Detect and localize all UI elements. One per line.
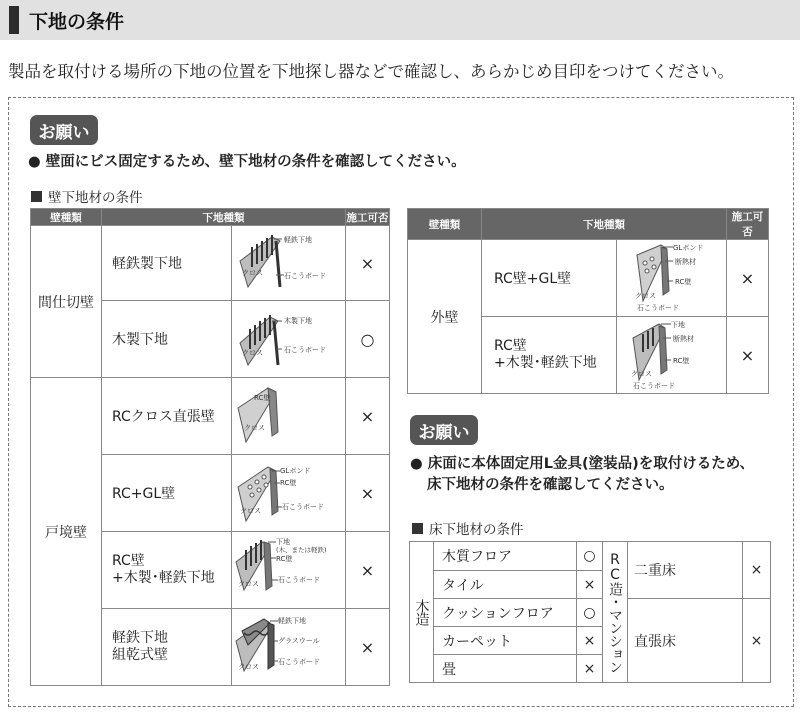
label: グラスウール [278, 637, 320, 645]
table-row [408, 240, 769, 317]
install-mark: × [346, 226, 390, 301]
wall-table-right [407, 208, 769, 394]
label: 軽鉄下地 [278, 617, 306, 625]
install-mark: ○ [577, 542, 603, 571]
group-wood: 木造 [410, 542, 434, 683]
table-row [410, 542, 771, 571]
install-mark: × [346, 455, 390, 532]
floor-name: カーペット [434, 627, 577, 655]
row-name [102, 609, 232, 686]
label: (木、または軽鉄) [276, 546, 327, 554]
label: 石こうボード [284, 346, 326, 354]
col-install-ok: 施工可否 [727, 209, 769, 240]
illustration-rc-wood-steel [232, 532, 346, 609]
label: 木製下地 [284, 317, 312, 325]
group-partition: 間仕切壁 [31, 226, 102, 378]
install-mark: × [346, 532, 390, 609]
label: GLボンド [280, 467, 311, 475]
install-mark: ○ [346, 301, 390, 378]
label: GLボンド [673, 244, 704, 252]
illustration-wood [232, 301, 346, 378]
row-name: RCクロス直張壁 [102, 378, 232, 455]
group-outer: 外壁 [408, 240, 482, 394]
label: RC壁 [673, 357, 690, 365]
label: RC壁 [276, 555, 293, 563]
row-name: 軽鉄製下地 [102, 226, 232, 301]
table-row [31, 378, 390, 455]
label: RC壁 [280, 479, 297, 487]
label: クロス [242, 349, 263, 357]
install-mark: × [577, 627, 603, 655]
wall-caption [31, 186, 143, 206]
square-bullet-icon [31, 191, 42, 202]
label: 軽鉄下地 [284, 236, 312, 244]
install-mark: × [727, 240, 769, 317]
col-install-ok: 施工可否 [346, 209, 390, 226]
col-base-type: 下地種類 [482, 209, 727, 240]
row-name: 木製下地 [102, 301, 232, 378]
label: 断熱材 [673, 335, 694, 343]
wall-request-badge: お願い [30, 115, 98, 145]
col-base-type: 下地種類 [102, 209, 346, 226]
illustration-dry-wall [232, 609, 346, 686]
floor-name: 畳 [434, 655, 577, 683]
row-name [102, 532, 232, 609]
install-mark: × [346, 609, 390, 686]
label: 石こうボード [278, 658, 320, 666]
table-row [31, 226, 390, 301]
row-name: RC+GL壁 [102, 455, 232, 532]
label: 下地 [276, 538, 290, 546]
install-mark: × [577, 571, 603, 599]
label: RC壁 [254, 394, 271, 402]
group-rc: RC造・マンション [603, 542, 628, 683]
label: クロス [635, 292, 656, 300]
row-name-line1: RC壁 [112, 553, 145, 569]
col-wall-type: 壁種類 [408, 209, 482, 240]
floor-request-badge: お願い [410, 415, 478, 445]
label: クロス [240, 507, 261, 515]
label: 石こうボード [633, 382, 675, 390]
row-name: RC壁+GL壁 [482, 240, 617, 317]
row-name-line1: 軽鉄下地 [112, 630, 168, 646]
label: クロス [238, 580, 259, 588]
wall-table-left [30, 208, 390, 686]
col-wall-type: 壁種類 [31, 209, 102, 226]
label: クロス [242, 269, 263, 277]
floor-table [409, 541, 771, 683]
wall-caption-text: 壁下地材の条件 [48, 190, 143, 206]
row-name-line1: RC壁 [494, 338, 527, 354]
install-mark: × [743, 599, 771, 683]
install-mark: ○ [577, 599, 603, 627]
row-name [482, 317, 617, 394]
wall-bullet: ● 壁面にビス固定するため、壁下地材の条件を確認してください。 [28, 154, 466, 170]
page-title: 下地の条件 [29, 10, 125, 33]
floor-name: クッションフロア [434, 599, 577, 627]
row-name-line2: +木製･軽鉄下地 [112, 570, 215, 586]
floor-bullet-line1: ● 床面に本体固定用L金具(塗装品)を取付けるため、 [410, 456, 755, 472]
floor-name: 木質フロア [434, 542, 577, 571]
table-row [410, 599, 771, 627]
header-bar [9, 6, 19, 34]
install-mark: × [577, 655, 603, 683]
illustration-outer-rc-wood [617, 317, 727, 394]
illustration-rc-gl [232, 455, 346, 532]
label: クロス [631, 370, 652, 378]
label: 石こうボード [282, 503, 324, 511]
floor-name: 直張床 [628, 599, 743, 683]
floor-bullet-line2: 床下地材の条件を確認してください。 [427, 477, 674, 493]
label: クロス [238, 663, 259, 671]
install-mark: × [346, 378, 390, 455]
illustration-outer-rc-gl [617, 240, 727, 317]
label: 石こうボード [284, 272, 326, 280]
row-name-line2: +木製･軽鉄下地 [494, 355, 597, 371]
section-header [0, 0, 800, 40]
label: 石こうボード [278, 576, 320, 584]
illustration-rc-cloth [232, 378, 346, 455]
group-boundary: 戸境壁 [31, 378, 102, 686]
label: クロス [244, 424, 265, 432]
label: 石こうボード [637, 304, 679, 312]
illustration-light-steel [232, 226, 346, 301]
label: 断熱材 [675, 258, 696, 266]
row-name-line2: 組乾式壁 [112, 647, 168, 663]
floor-caption-text: 床下地材の条件 [429, 522, 524, 538]
floor-caption [412, 518, 524, 538]
install-mark: × [727, 317, 769, 394]
label: 下地 [671, 321, 685, 329]
label: RC壁 [675, 278, 692, 286]
install-mark: × [743, 542, 771, 599]
floor-name: タイル [434, 571, 577, 599]
floor-name: 二重床 [628, 542, 743, 599]
square-bullet-icon [412, 523, 423, 534]
intro-text: 製品を取付ける場所の下地の位置を下地探し器などで確認し、あらかじめ目印をつけてください。 [8, 62, 734, 81]
